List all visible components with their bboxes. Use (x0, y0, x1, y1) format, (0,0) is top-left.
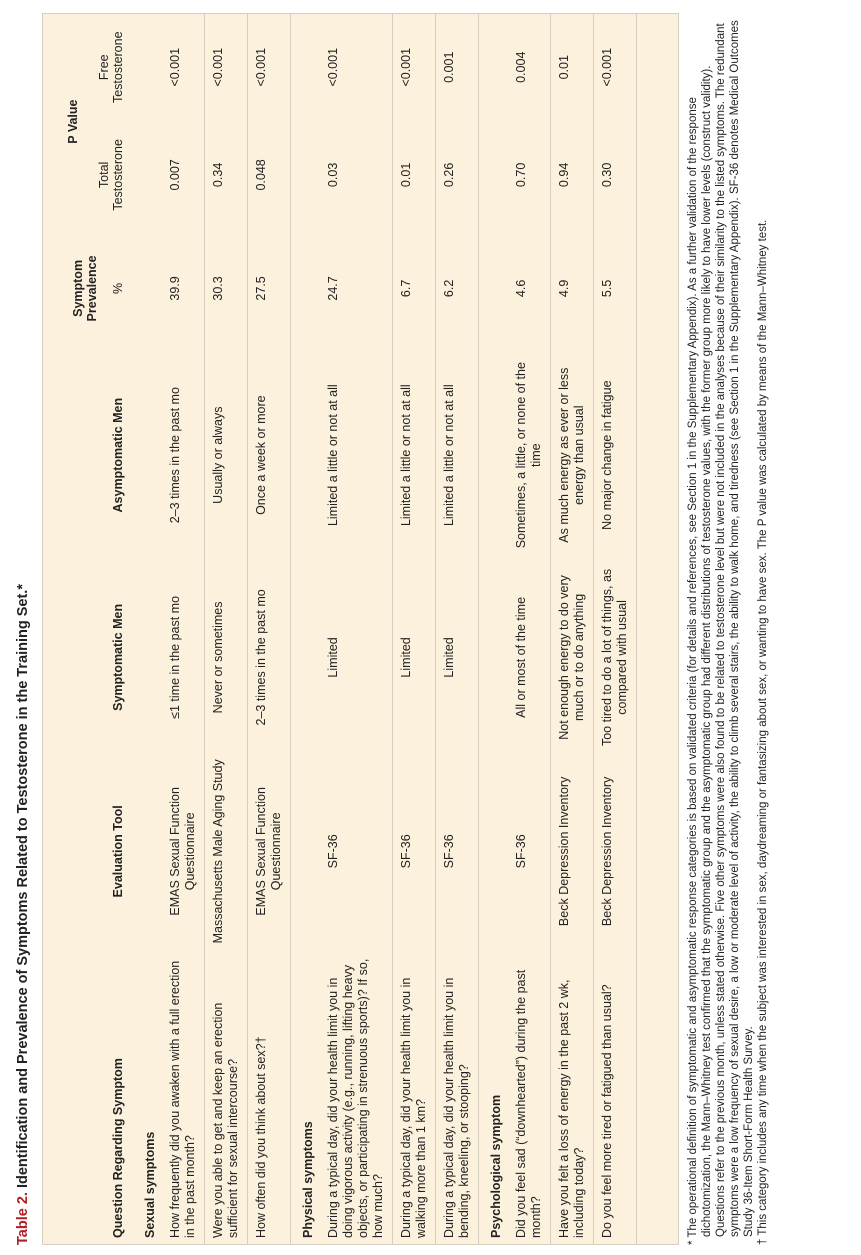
table-row (594, 14, 637, 1244)
header-prevalence-label: Symptom Prevalence (71, 255, 99, 322)
symptomatic-cell: All or most of the time (508, 563, 551, 752)
question-cell: Do you feel more tired or fatigued than usual? (594, 951, 637, 1244)
asymptomatic-cell: 2–3 times in the past mo (162, 348, 205, 563)
symptomatic-cell: Never or sometimes (205, 563, 248, 752)
tool-cell: SF-36 (508, 752, 551, 951)
free-pvalue-cell: <0.001 (393, 14, 436, 120)
free-pvalue-cell: <0.001 (162, 14, 205, 120)
question-cell: During a typical day, did your health limit you in doing vigorous activity (e.g., running, lifting heavy objects, or participating in strenuous sports)? If so, how much? (320, 951, 393, 1244)
free-pvalue-cell: 0.001 (436, 14, 479, 120)
free-pvalue-cell: 0.004 (508, 14, 551, 120)
footnote-star: * The operational definition of symptomatic and asymptomatic response categories is based on validated criteria (for details and references, see Section 1 in the Supplementary Appendix). As a further validation of the response dichotomization, the Mann–Whitney test confirmed that the symptomatic group and the asymptomatic group had different distributions of testosterone values, with the former group more likely to have lower levels (construct validity). Questions refer to the previous month, unless stated otherwise. Five other symptoms were also found to be related to testosterone level but were not included in the analyses because of their similarity to the listed symptoms. The redundant symptoms were a low frequency of sexual desire, a low or moderate level of activity, the ability to climb several stairs, the ability to walk home, and tiredness (see Section 1 in the Supplementary Appendix). SF-36 denotes Medical Outcomes Study 36-Item Short-Form Health Survey. (687, 20, 755, 1245)
free-pvalue-cell: <0.001 (248, 14, 291, 120)
asymptomatic-cell: Once a week or more (248, 348, 291, 563)
symptomatic-cell: Too tired to do a lot of things, as compared with usual (594, 563, 637, 752)
section-heading: Sexual symptoms (143, 1131, 157, 1238)
asymptomatic-cell: Usually or always (205, 348, 248, 563)
total-pvalue-cell: 0.007 (162, 120, 205, 229)
asymptomatic-cell: Limited a little or not at all (436, 348, 479, 563)
question-cell: How frequently did you awaken with a full erection in the past month? (162, 951, 205, 1244)
table-row (393, 14, 436, 1244)
question-cell: How often did you think about sex?† (248, 951, 291, 1244)
total-pvalue-cell: 0.048 (248, 120, 291, 229)
question-cell: During a typical day, did your health limit you in bending, kneeling, or stooping? (436, 951, 479, 1244)
section-row (133, 14, 162, 1244)
question-cell: During a typical day, did your health limit you in walking more than 1 km? (393, 951, 436, 1244)
section-row (291, 14, 321, 1244)
tool-cell: SF-36 (436, 752, 479, 951)
free-pvalue-cell: <0.001 (594, 14, 637, 120)
header-pvalue: P Value (66, 99, 80, 144)
symptomatic-cell: ≤1 time in the past mo (162, 563, 205, 752)
tool-cell: EMAS Sexual Function Questionnaire (248, 752, 291, 951)
total-pvalue-cell: 0.94 (551, 120, 594, 229)
prevalence-cell: 4.9 (551, 229, 594, 347)
question-cell: Did you feel sad (“downhearted”) during the past month? (508, 951, 551, 1244)
prevalence-cell: 39.9 (162, 229, 205, 347)
footnote-dagger: † This category includes any time when the subject was interested in sex, daydreaming or fantasizing about sex, or wanting to have sex. The P value was calculated by means of the Mann–Whitney test. (757, 219, 769, 1245)
tool-cell: SF-36 (320, 752, 393, 951)
asymptomatic-cell: As much energy as ever or less energy than usual (551, 348, 594, 563)
header-question: Question Regarding Symptom (111, 1058, 125, 1238)
prevalence-cell: 5.5 (594, 229, 637, 347)
header-asymptomatic: Asymptomatic Men (111, 397, 125, 513)
asymptomatic-cell: Limited a little or not at all (320, 348, 393, 563)
table-title (8, 584, 38, 1245)
table-row (508, 14, 551, 1244)
table-row (320, 14, 393, 1244)
header-free: Free Testosterone (97, 31, 125, 104)
section-heading: Psychological symptom (489, 1094, 503, 1238)
table-label: Table 2. (15, 1192, 31, 1245)
total-pvalue-cell: 0.01 (393, 120, 436, 229)
asymptomatic-cell: Limited a little or not at all (393, 348, 436, 563)
prevalence-cell: 30.3 (205, 229, 248, 347)
symptom-table (43, 14, 637, 1244)
prevalence-cell: 6.2 (436, 229, 479, 347)
table-body (133, 14, 637, 1244)
tool-cell: Beck Depression Inventory (594, 752, 637, 951)
question-cell: Have you felt a loss of energy in the past 2 wk, including today? (551, 951, 594, 1244)
header-symptomatic: Symptomatic Men (111, 603, 125, 711)
table-row (162, 14, 205, 1244)
total-pvalue-cell: 0.26 (436, 120, 479, 229)
table-row (205, 14, 248, 1244)
prevalence-cell: 24.7 (320, 229, 393, 347)
table-row (551, 14, 594, 1244)
asymptomatic-cell: Sometimes, a little, or none of the time (508, 348, 551, 563)
question-cell: Were you able to get and keep an erection sufficient for sexual intercourse? (205, 951, 248, 1244)
table-row (436, 14, 479, 1244)
tool-cell: Beck Depression Inventory (551, 752, 594, 951)
footnotes (686, 13, 770, 1245)
asymptomatic-cell: No major change in fatigue (594, 348, 637, 563)
symptomatic-cell: Limited (320, 563, 393, 752)
prevalence-cell: 27.5 (248, 229, 291, 347)
total-pvalue-cell: 0.30 (594, 120, 637, 229)
header-total: Total Testosterone (97, 139, 125, 211)
total-pvalue-cell: 0.34 (205, 120, 248, 229)
symptomatic-cell: Limited (393, 563, 436, 752)
symptomatic-cell: 2–3 times in the past mo (248, 563, 291, 752)
symptomatic-cell: Not enough energy to do very much or to do anything (551, 563, 594, 752)
symptomatic-cell: Limited (436, 563, 479, 752)
total-pvalue-cell: 0.03 (320, 120, 393, 229)
total-pvalue-cell: 0.70 (508, 120, 551, 229)
section-row (479, 14, 509, 1244)
header-prevalence-unit: % (111, 282, 125, 294)
tool-cell: SF-36 (393, 752, 436, 951)
table-caption: Identification and Prevalence of Symptoms Related to Testosterone in the Training Set.* (15, 584, 31, 1189)
prevalence-cell: 4.6 (508, 229, 551, 347)
header-prevalence (43, 229, 133, 347)
header-tool: Evaluation Tool (111, 805, 125, 898)
section-heading: Physical symptoms (301, 1121, 315, 1238)
table-container (42, 13, 679, 1245)
tool-cell: EMAS Sexual Function Questionnaire (162, 752, 205, 951)
table-row (248, 14, 291, 1244)
tool-cell: Massachusetts Male Aging Study (205, 752, 248, 951)
free-pvalue-cell: <0.001 (205, 14, 248, 120)
free-pvalue-cell: 0.01 (551, 14, 594, 120)
free-pvalue-cell: <0.001 (320, 14, 393, 120)
prevalence-cell: 6.7 (393, 229, 436, 347)
